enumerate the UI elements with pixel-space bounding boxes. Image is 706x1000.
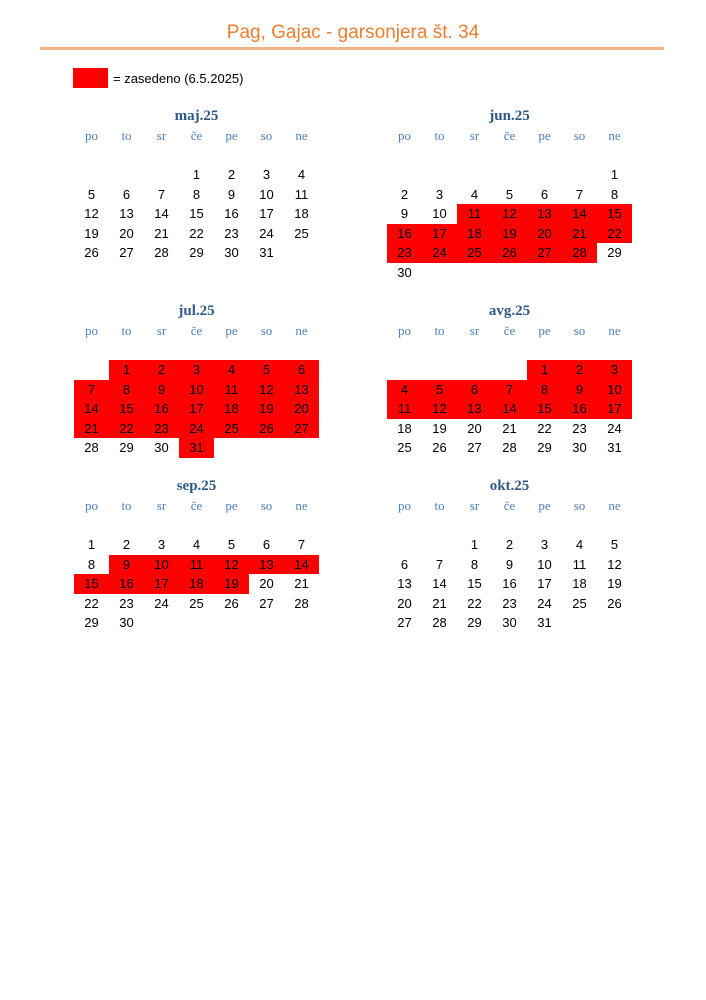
month-calendar	[74, 303, 319, 493]
day-cell-occupied: 15	[74, 574, 109, 594]
day-cell-occupied: 17	[144, 574, 179, 594]
weekday-header: to	[121, 498, 132, 513]
weekday-header: če	[503, 323, 516, 338]
month-title: okt.25	[489, 478, 530, 494]
weekday-header: sr	[469, 323, 480, 338]
day-cell: 31	[607, 440, 622, 455]
day-cell: 17	[537, 576, 552, 591]
day-cell-occupied: 10	[597, 380, 632, 400]
weekday-header: ne	[608, 128, 621, 143]
day-cell: 4	[470, 186, 479, 202]
weekday-header: sr	[156, 128, 167, 143]
weekday-header: sr	[469, 498, 480, 513]
day-cell: 11	[572, 556, 587, 572]
day-cell: 28	[84, 440, 99, 455]
day-cell: 29	[467, 615, 482, 630]
day-cell: 2	[505, 537, 514, 552]
day-cell: 5	[505, 186, 514, 202]
day-cell: 5	[87, 186, 96, 202]
day-cell-occupied: 13	[527, 204, 562, 224]
day-cell: 23	[572, 420, 587, 436]
day-cell: 29	[119, 440, 134, 455]
day-cell-occupied: 19	[492, 224, 527, 244]
day-cell-occupied: 12	[492, 204, 527, 224]
day-cell: 21	[154, 225, 169, 241]
day-cell-occupied: 2	[144, 360, 179, 380]
day-cell: 19	[432, 420, 447, 436]
month-title: maj.25	[174, 108, 219, 124]
weekday-header: sr	[156, 323, 167, 338]
day-cell-occupied: 15	[527, 399, 562, 419]
weekday-header: po	[85, 323, 98, 338]
legend-label: = zasedeno (6.5.2025)	[113, 70, 244, 86]
day-cell: 22	[189, 225, 204, 241]
day-cell-occupied: 23	[144, 419, 179, 439]
day-cell: 6	[540, 186, 549, 202]
day-cell: 4	[297, 167, 306, 182]
weekday-header: po	[85, 498, 98, 513]
day-cell: 3	[435, 186, 444, 202]
day-cell: 24	[607, 420, 622, 436]
day-cell-occupied: 1	[527, 360, 562, 380]
day-cell: 18	[294, 206, 309, 221]
weekday-header: če	[503, 498, 516, 513]
day-cell: 27	[259, 595, 274, 611]
day-cell: 24	[154, 595, 169, 611]
day-cell: 14	[432, 576, 447, 591]
day-cell-occupied: 6	[457, 380, 492, 400]
day-cell: 13	[119, 206, 134, 221]
day-cell: 28	[294, 595, 309, 611]
day-cell-occupied: 16	[109, 574, 144, 594]
day-cell: 28	[432, 615, 447, 630]
month-calendar	[74, 478, 319, 668]
day-cell-occupied: 27	[527, 243, 562, 263]
month-title: jul.25	[178, 303, 215, 319]
weekday-header: so	[260, 323, 273, 338]
day-cell-occupied: 9	[144, 380, 179, 400]
day-cell: 22	[467, 595, 482, 611]
weekday-header: so	[573, 128, 586, 143]
day-cell: 8	[470, 556, 479, 572]
day-cell: 8	[192, 186, 201, 202]
day-cell-occupied: 11	[457, 204, 492, 224]
day-cell-occupied: 5	[249, 360, 284, 380]
day-cell: 6	[262, 537, 271, 552]
day-cell: 17	[259, 206, 274, 221]
day-cell: 20	[259, 576, 274, 591]
weekday-header: to	[434, 498, 445, 513]
day-cell: 29	[607, 245, 622, 260]
legend	[73, 68, 243, 88]
day-cell: 4	[192, 537, 201, 552]
day-cell: 9	[227, 186, 236, 202]
day-cell-occupied: 28	[562, 243, 597, 263]
day-cell: 9	[400, 206, 409, 221]
day-cell: 16	[224, 206, 239, 221]
day-cell-occupied: 13	[284, 380, 319, 400]
legend-occupied-swatch	[73, 68, 108, 88]
day-cell: 30	[502, 615, 517, 630]
day-cell: 15	[189, 206, 204, 221]
weekday-header: pe	[538, 323, 551, 338]
day-cell-occupied: 12	[214, 555, 249, 575]
day-cell: 3	[262, 167, 271, 182]
day-cell: 30	[572, 440, 587, 455]
day-cell: 11	[294, 186, 309, 202]
day-cell-occupied: 19	[214, 574, 249, 594]
day-cell-occupied: 19	[249, 399, 284, 419]
day-cell: 31	[259, 245, 274, 260]
weekday-header: to	[434, 128, 445, 143]
day-cell-occupied: 25	[457, 243, 492, 263]
day-cell: 23	[224, 225, 239, 241]
day-cell: 1	[87, 537, 96, 552]
day-cell-occupied: 14	[492, 399, 527, 419]
day-cell: 29	[84, 615, 99, 630]
day-cell: 5	[227, 537, 236, 552]
day-cell-occupied: 27	[284, 419, 319, 439]
day-cell-occupied: 9	[562, 380, 597, 400]
weekday-header: če	[503, 128, 516, 143]
day-cell: 21	[432, 595, 447, 611]
day-cell: 24	[259, 225, 274, 241]
day-cell-occupied: 1	[109, 360, 144, 380]
day-cell: 31	[537, 615, 552, 630]
month-title: avg.25	[488, 303, 531, 319]
month-title: sep.25	[176, 478, 217, 494]
day-cell: 8	[610, 186, 619, 202]
month-calendar	[387, 303, 632, 493]
day-cell-occupied: 10	[179, 380, 214, 400]
day-cell-occupied: 12	[422, 399, 457, 419]
day-cell: 16	[502, 576, 517, 591]
day-cell-occupied: 31	[179, 438, 214, 458]
day-cell: 27	[119, 245, 134, 260]
day-cell-occupied: 4	[214, 360, 249, 380]
day-cell-occupied: 18	[214, 399, 249, 419]
day-cell: 30	[154, 440, 169, 455]
weekday-header: ne	[608, 323, 621, 338]
day-cell: 2	[122, 537, 131, 552]
day-cell: 30	[397, 264, 412, 280]
day-cell-occupied: 13	[457, 399, 492, 419]
day-cell-occupied: 13	[249, 555, 284, 575]
day-cell: 4	[575, 537, 584, 552]
day-cell-occupied: 7	[492, 380, 527, 400]
day-cell-occupied: 24	[179, 419, 214, 439]
day-cell: 2	[227, 167, 236, 182]
day-cell: 30	[224, 245, 239, 260]
day-cell: 10	[432, 206, 447, 221]
day-cell: 13	[397, 576, 412, 591]
day-cell-occupied: 16	[562, 399, 597, 419]
day-cell-occupied: 3	[597, 360, 632, 380]
day-cell: 7	[435, 556, 444, 572]
month-calendar	[74, 108, 319, 298]
day-cell: 20	[467, 420, 482, 436]
day-cell: 22	[84, 595, 99, 611]
weekday-header: ne	[608, 498, 621, 513]
day-cell: 12	[84, 206, 99, 221]
day-cell: 25	[294, 225, 309, 241]
day-cell: 8	[87, 556, 96, 572]
weekday-header: so	[260, 128, 273, 143]
day-cell-occupied: 5	[422, 380, 457, 400]
day-cell-occupied: 2	[562, 360, 597, 380]
weekday-header: to	[434, 323, 445, 338]
day-cell-occupied: 9	[109, 555, 144, 575]
page-title: Pag, Gajac - garsonjera št. 34	[226, 22, 480, 43]
day-cell-occupied: 20	[284, 399, 319, 419]
day-cell: 27	[397, 615, 412, 630]
day-cell-occupied: 11	[387, 399, 422, 419]
weekday-header: sr	[156, 498, 167, 513]
day-cell: 28	[154, 245, 169, 260]
day-cell: 6	[400, 556, 409, 572]
day-cell: 25	[572, 595, 587, 611]
day-cell: 18	[572, 576, 587, 591]
day-cell-occupied: 22	[109, 419, 144, 439]
day-cell-occupied: 16	[387, 224, 422, 244]
day-cell-occupied: 25	[214, 419, 249, 439]
weekday-header: to	[121, 128, 132, 143]
title-underline	[40, 47, 664, 50]
weekday-header: po	[398, 498, 411, 513]
day-cell-occupied: 21	[562, 224, 597, 244]
day-cell-occupied: 16	[144, 399, 179, 419]
day-cell: 26	[224, 595, 239, 611]
weekday-header: po	[398, 323, 411, 338]
day-cell: 25	[397, 440, 412, 455]
day-cell: 19	[607, 576, 622, 591]
day-cell: 26	[607, 595, 622, 611]
day-cell-occupied: 14	[562, 204, 597, 224]
day-cell: 29	[537, 440, 552, 455]
day-cell-occupied: 12	[249, 380, 284, 400]
weekday-header: ne	[295, 323, 308, 338]
day-cell-occupied: 11	[179, 555, 214, 575]
day-cell: 24	[537, 595, 552, 611]
day-cell-occupied: 14	[284, 555, 319, 575]
day-cell: 27	[467, 440, 482, 455]
day-cell: 26	[432, 440, 447, 455]
day-cell-occupied: 7	[74, 380, 109, 400]
month-calendar	[387, 108, 632, 298]
day-cell-occupied: 18	[457, 224, 492, 244]
weekday-header: če	[190, 323, 203, 338]
day-cell: 1	[610, 167, 619, 182]
weekday-header: po	[398, 128, 411, 143]
day-cell: 29	[189, 245, 204, 260]
weekday-header: so	[260, 498, 273, 513]
day-cell: 19	[84, 225, 99, 241]
day-cell: 25	[189, 595, 204, 611]
day-cell: 23	[502, 595, 517, 611]
day-cell-occupied: 6	[284, 360, 319, 380]
day-cell: 7	[575, 186, 584, 202]
weekday-header: če	[190, 498, 203, 513]
day-cell-occupied: 8	[527, 380, 562, 400]
weekday-header: to	[121, 323, 132, 338]
day-cell: 1	[192, 167, 201, 182]
day-cell: 30	[119, 615, 134, 630]
day-cell: 21	[294, 576, 309, 591]
day-cell: 12	[607, 556, 622, 572]
day-cell-occupied: 3	[179, 360, 214, 380]
weekday-header: po	[85, 128, 98, 143]
weekday-header: pe	[225, 128, 238, 143]
day-cell-occupied: 22	[597, 224, 632, 244]
day-cell: 15	[467, 576, 482, 591]
day-cell-occupied: 15	[597, 204, 632, 224]
day-cell: 2	[400, 186, 409, 202]
day-cell-occupied: 26	[492, 243, 527, 263]
day-cell: 7	[157, 186, 166, 202]
weekday-header: ne	[295, 128, 308, 143]
day-cell: 10	[537, 556, 552, 572]
weekday-header: sr	[469, 128, 480, 143]
weekday-header: pe	[225, 498, 238, 513]
day-cell: 10	[259, 186, 274, 202]
day-cell: 6	[122, 186, 131, 202]
day-cell: 9	[505, 556, 514, 572]
weekday-header: če	[190, 128, 203, 143]
day-cell-occupied: 10	[144, 555, 179, 575]
day-cell-occupied: 24	[422, 243, 457, 263]
day-cell: 3	[540, 537, 549, 552]
month-title: jun.25	[489, 108, 530, 124]
day-cell: 20	[397, 595, 412, 611]
day-cell: 3	[157, 537, 166, 552]
day-cell: 14	[154, 206, 169, 221]
day-cell-occupied: 17	[597, 399, 632, 419]
day-cell-occupied: 21	[74, 419, 109, 439]
weekday-header: so	[573, 323, 586, 338]
weekday-header: pe	[225, 323, 238, 338]
weekday-header: pe	[538, 498, 551, 513]
weekday-header: so	[573, 498, 586, 513]
day-cell-occupied: 11	[214, 380, 249, 400]
day-cell: 28	[502, 440, 517, 455]
day-cell-occupied: 14	[74, 399, 109, 419]
weekday-header: pe	[538, 128, 551, 143]
day-cell-occupied: 4	[387, 380, 422, 400]
day-cell: 26	[84, 245, 99, 260]
day-cell: 21	[502, 420, 517, 436]
day-cell: 20	[119, 225, 134, 241]
weekday-header: ne	[295, 498, 308, 513]
day-cell-occupied: 26	[249, 419, 284, 439]
day-cell-occupied: 23	[387, 243, 422, 263]
day-cell: 1	[470, 537, 479, 552]
day-cell-occupied: 20	[527, 224, 562, 244]
month-calendar	[387, 478, 632, 668]
day-cell-occupied: 17	[422, 224, 457, 244]
day-cell: 23	[119, 595, 134, 611]
day-cell-occupied: 15	[109, 399, 144, 419]
day-cell-occupied: 17	[179, 399, 214, 419]
day-cell: 18	[397, 420, 412, 436]
day-cell: 22	[537, 420, 552, 436]
day-cell: 7	[297, 537, 306, 552]
day-cell: 5	[610, 537, 619, 552]
day-cell-occupied: 18	[179, 574, 214, 594]
day-cell-occupied: 8	[109, 380, 144, 400]
